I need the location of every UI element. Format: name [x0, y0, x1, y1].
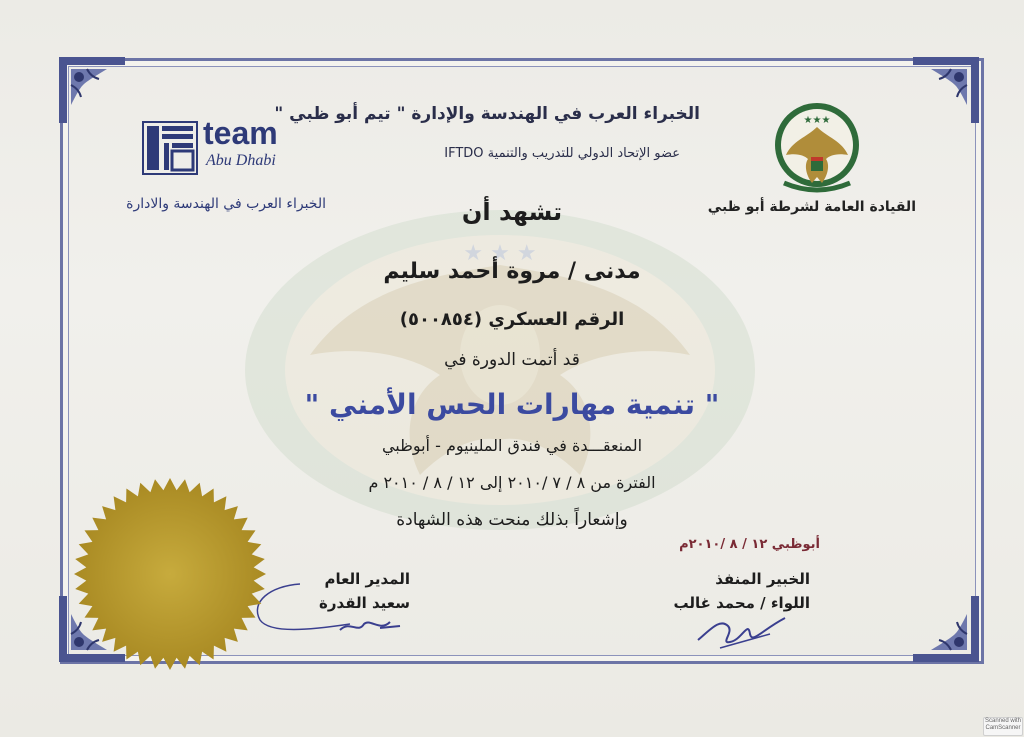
gold-seal-icon	[72, 476, 268, 672]
recipient-name: مدنى / مروة أحمد سليم	[383, 259, 641, 284]
venue-line: المنعقـــدة في فندق الملينيوم - أبوظبي	[381, 436, 643, 455]
corner-ornament-icon	[57, 55, 127, 125]
completed-course-line: قد أتمت الدورة في	[444, 350, 580, 370]
course-title: " تنمية مهارات الحس الأمني "	[304, 388, 720, 421]
organization-title: الخبراء العرب في الهندسة والإدارة " تيم أبو ظبي "	[274, 104, 700, 124]
issue-date: أبوظبي ١٢ / ٨ /٢٠١٠م	[679, 537, 820, 552]
team-logo-icon	[142, 121, 198, 175]
general-manager-title: المدير العام	[324, 570, 410, 588]
organization-subtitle: عضو الإتحاد الدولي للتدريب والتنمية IFTDO	[444, 146, 680, 161]
general-manager-name: سعيد القدرة	[319, 594, 410, 612]
police-emblem-icon	[772, 97, 862, 197]
team-logo-word: team	[203, 115, 278, 151]
military-number: الرقم العسكري (٥٠٠٨٥٤)	[399, 309, 625, 330]
scanner-line-2: CamScanner	[985, 725, 1021, 731]
corner-ornament-icon	[911, 594, 981, 664]
team-logo-city: Abu Dhabi	[206, 152, 276, 169]
police-authority-label: القيادة العامة لشرطة أبو ظبي	[707, 199, 916, 215]
svg-text:★ ★ ★: ★ ★ ★	[463, 241, 537, 266]
certify-heading: تشهد أن	[461, 198, 563, 226]
corner-ornament-icon	[911, 55, 981, 125]
svg-text:★★★: ★★★	[803, 115, 831, 126]
team-logo-arabic: الخبراء العرب في الهندسة والادارة	[126, 196, 326, 212]
scanner-line-1: Scanned with	[984, 718, 1022, 724]
granted-line: وإشعاراً بذلك منحت هذه الشهادة	[396, 510, 628, 530]
executive-signature-icon	[690, 600, 790, 652]
scanner-watermark-badge	[983, 717, 1023, 736]
executive-expert-title: الخبير المنفذ	[715, 570, 810, 588]
period-line: الفترة من ٨ / ٧ /٢٠١٠ إلى ١٢ / ٨ / ٢٠١٠ م	[368, 473, 656, 492]
executive-expert-name: اللواء / محمد غالب	[673, 594, 810, 612]
